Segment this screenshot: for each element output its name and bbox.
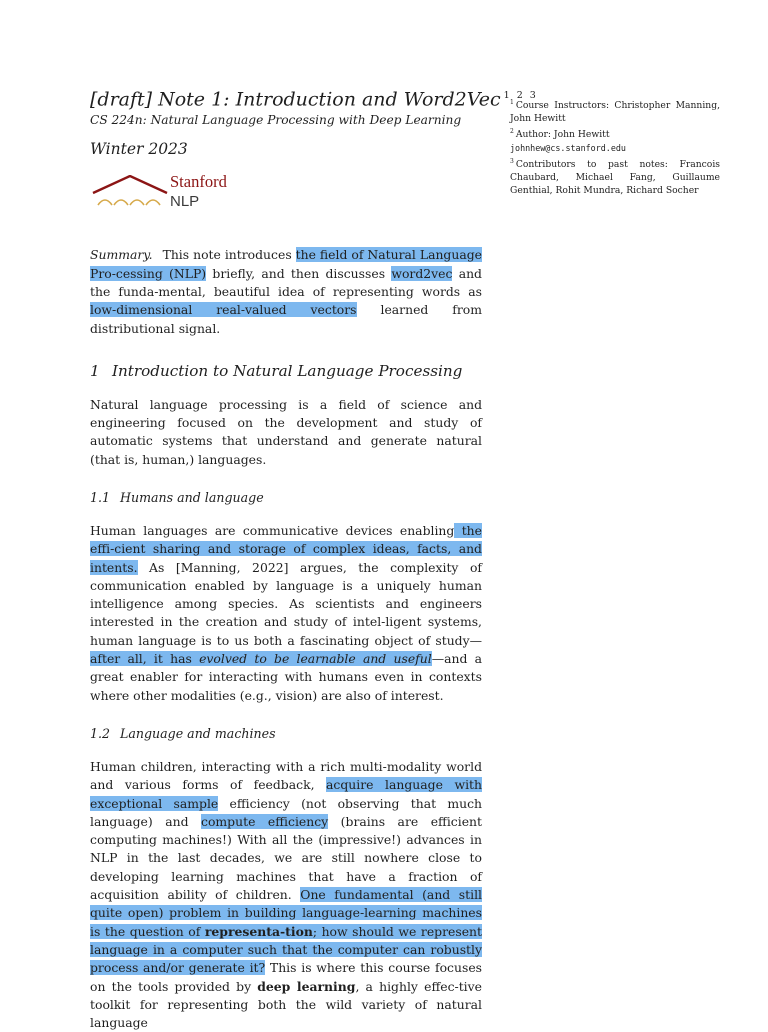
- subsection-heading: [90, 724, 482, 744]
- logo-stanford-text: Stanford: [170, 172, 227, 192]
- bold-term: deep learning: [257, 978, 356, 994]
- body-text: Human children, interacting with a rich multi-modality world and various forms of feedback,: [90, 758, 482, 793]
- stanford-roof-icon: [92, 175, 168, 211]
- body-text: —and a great enabler for interacting with humans even in contexts where other modalities (e.g., vision) are also of interest.: [90, 651, 482, 703]
- highlight-text: ; how should we represent language in a computer such that the computer can robustly process and/or generate it?: [90, 923, 483, 976]
- highlight: low-dimensional real-valued vectors: [90, 302, 357, 318]
- footnote-text: Contributors to past notes: Francois Chaubard, Michael Fang, Guillaume Genthial, Rohit Mundra, Richard Socher: [510, 159, 720, 197]
- subsection-title: Language and machines: [120, 725, 276, 741]
- highlight-text: One fundamental (and still quite open) problem in building language-learning machines is the question of: [90, 887, 483, 939]
- highlight: word2vec: [391, 265, 453, 281]
- summary-text: learned from distributional signal.: [90, 302, 482, 336]
- course-subtitle: CS 224n: Natural Language Processing with Deep Learning: [90, 113, 462, 128]
- highlight: the effi-cient sharing and storage of complex ideas, facts, and intents.: [90, 523, 482, 575]
- summary-label: Summary.: [90, 247, 153, 263]
- main-column: [90, 84, 538, 1032]
- summary-text: This note introduces: [162, 247, 296, 263]
- highlight: the field of Natural Language Pro-cessing (NLP): [90, 247, 482, 281]
- stanford-nlp-logo: [90, 172, 240, 215]
- subsection-title: Humans and language: [120, 490, 264, 505]
- highlight-text: after all, it has: [90, 651, 200, 667]
- footnote-3: [510, 155, 720, 198]
- body-text: As [Manning, 2022] argues, the complexity of communication enabled by language is a uniquely human intelligence among species. As scientists and engineers interested in the creation and study of intel-ligent systems, human language is to us both a fascinating object of study—: [90, 559, 482, 648]
- section-1-paragraph: Natural language processing is a field of science and engineering focused on the development and study of automatic systems that understand and generate natural (that is, human,) languages.: [90, 396, 482, 467]
- bold-term: representa-tion: [204, 923, 313, 939]
- section-title: Introduction to Natural Language Processing: [112, 361, 463, 380]
- summary-text: and the funda-mental, beautiful idea of representing words as: [90, 265, 482, 299]
- subsection-heading: [90, 488, 482, 508]
- footnote-text: Author: John Hewitt: [515, 129, 610, 141]
- section-number: 1: [90, 361, 100, 380]
- footnote-mark: 1: [510, 99, 514, 106]
- margin-notes: [510, 96, 720, 198]
- logo-nlp-text: NLP: [170, 193, 200, 211]
- section-1-1-paragraph: [90, 522, 482, 705]
- body-text: efficiency (not observing that much language) and: [90, 795, 483, 829]
- section-1-2-paragraph: [90, 758, 482, 1032]
- footnote-mark: 2: [510, 128, 514, 136]
- highlight: [90, 651, 432, 666]
- page-title: [draft] Note 1: Introduction and Word2Vec $^{1 2 3}$: [90, 88, 538, 111]
- summary-paragraph: [90, 246, 482, 337]
- highlight: compute efficiency: [201, 813, 329, 829]
- body-text: (brains are efficient computing machines!) With all the (impressive!) advances in NLP in the last decades, we are still nowhere close to developing learning machines that have a fraction of acquisition ability of children.: [90, 813, 482, 903]
- footnote-1: [510, 96, 720, 125]
- author-email: johnhew@cs.stanford.edu: [510, 142, 626, 153]
- title-footnote-marks: 1 2 3: [503, 90, 538, 101]
- subsection-number: 1.2: [90, 725, 111, 741]
- footnote-text: Course Instructors: Christopher Manning, John Hewitt: [510, 100, 720, 125]
- body-text: Human languages are communicative devices enabling: [90, 523, 455, 538]
- body-text: , a highly effec-tive toolkit for representing both the wild variety of natural language: [90, 978, 482, 1031]
- subsection-number: 1.1: [90, 490, 111, 505]
- highlight: acquire language with exceptional sample: [90, 777, 482, 811]
- body-text: This is where this course focuses on the tools provided by: [90, 960, 483, 994]
- footnote-2: [510, 125, 720, 154]
- term-label: Winter 2023: [90, 140, 188, 159]
- summary-text: briefly, and then discusses: [206, 265, 392, 281]
- section-heading: [90, 360, 482, 382]
- footnote-mark: 3: [510, 157, 514, 165]
- emphasis-text: evolved to be learnable and useful: [199, 651, 432, 667]
